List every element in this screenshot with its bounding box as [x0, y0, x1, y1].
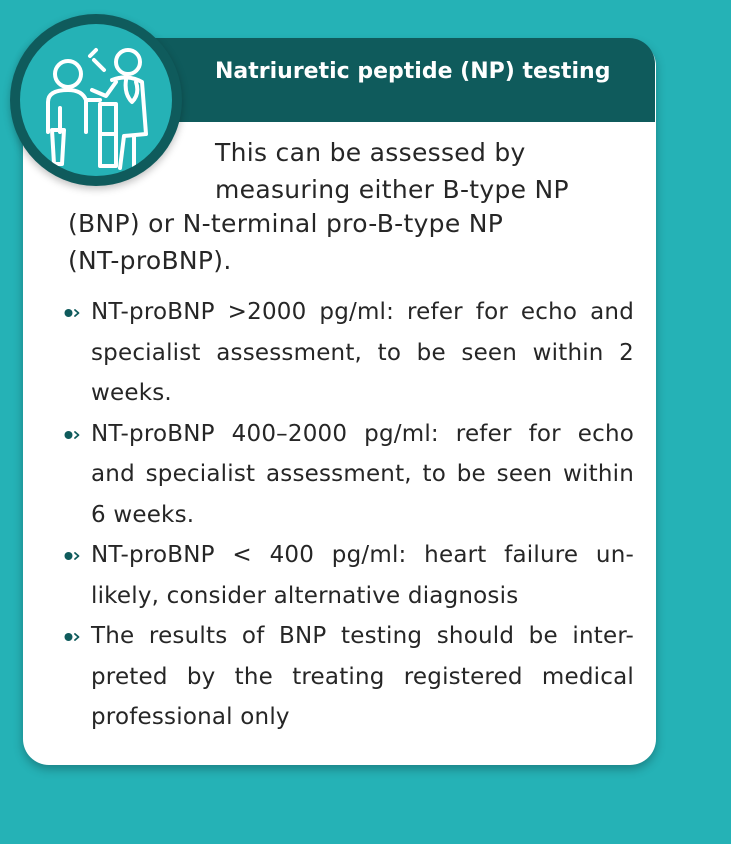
- bullet-list: [62, 292, 634, 738]
- card-title: Natriuretic peptide (NP) testing: [215, 59, 611, 84]
- list-item: [62, 292, 634, 414]
- list-item: [62, 535, 634, 616]
- intro-line-2: measuring either B-type NP: [215, 175, 569, 204]
- bullet-text: NT-proBNP >2000 pg/ml: refer for echo and specialist assessment, to be seen within 2 weeks.: [91, 299, 634, 406]
- doctor-patient-icon: [20, 24, 172, 176]
- bullet-text: NT-proBNP 400–2000 pg/ml: refer for echo and specialist assessment, to be seen within 6 weeks.: [91, 420, 634, 528]
- bullet-arrow-icon: [64, 308, 82, 318]
- badge-circle: [10, 14, 182, 186]
- intro-line-1: This can be assessed by: [215, 138, 526, 167]
- list-item: [62, 616, 634, 738]
- bullet-text: NT-proBNP < 400 pg/ml: heart failure un-likely, consider alternative diagnosis: [91, 542, 634, 609]
- intro-line-4: (NT-proBNP).: [68, 246, 232, 275]
- list-item: [62, 414, 634, 536]
- intro-line-3: (BNP) or N-terminal pro-B-type NP: [68, 209, 504, 238]
- bullet-arrow-icon: [64, 551, 82, 561]
- badge-inner: [20, 24, 172, 176]
- bullet-text: The results of BNP testing should be inter-preted by the treating registered medical professional only: [91, 623, 634, 730]
- bullet-arrow-icon: [64, 430, 82, 440]
- bullet-arrow-icon: [64, 632, 82, 642]
